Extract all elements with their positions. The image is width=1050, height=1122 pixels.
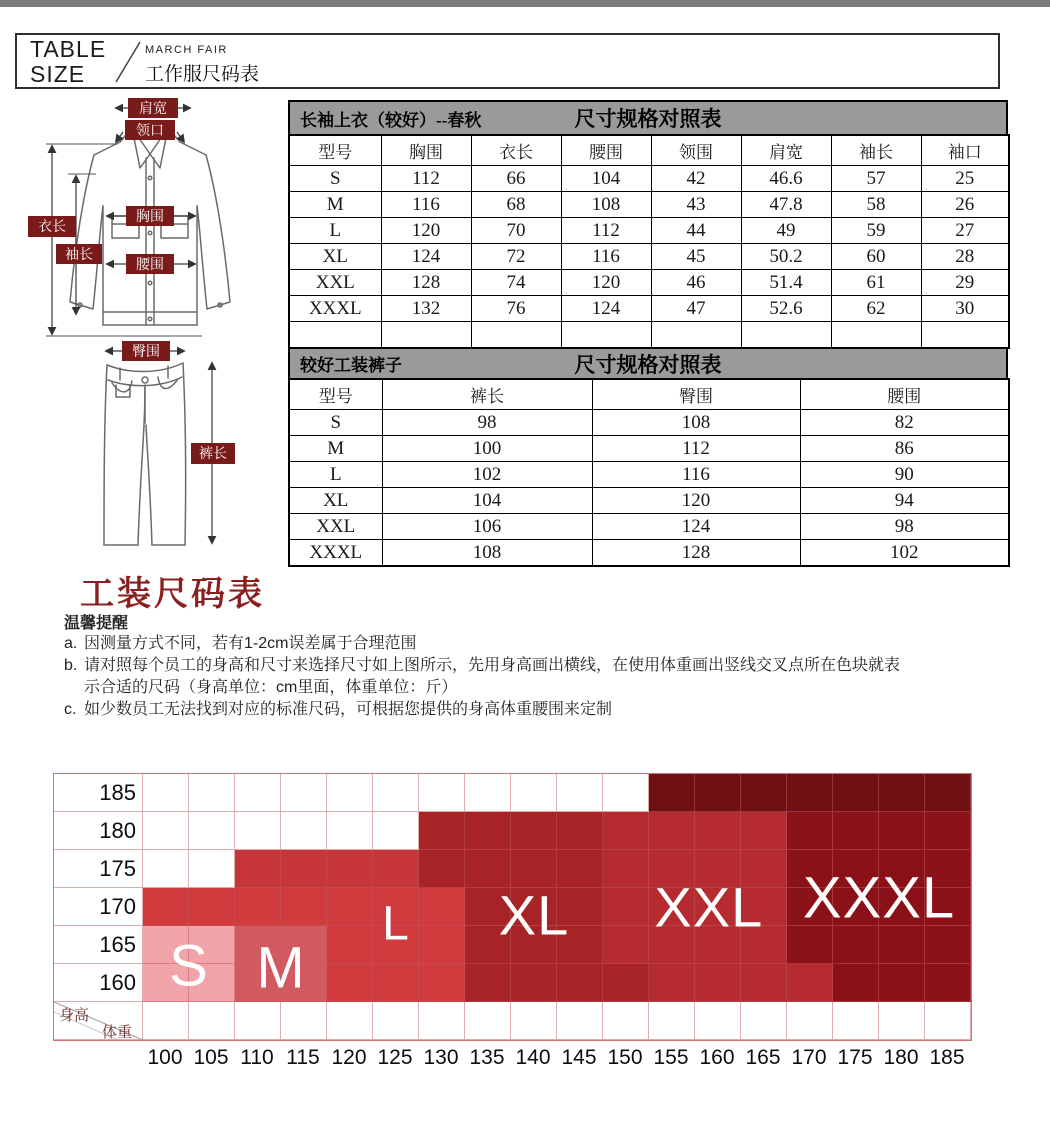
table-cell: XXL <box>289 514 382 540</box>
heatmap-cell <box>787 812 833 850</box>
heatmap-cell <box>833 812 879 850</box>
table-cell: 74 <box>471 270 561 296</box>
table-cell: 120 <box>561 270 651 296</box>
heatmap-cell <box>695 774 741 812</box>
table-cell: 46 <box>651 270 741 296</box>
heatmap-x-axis <box>53 1046 970 1074</box>
heatmap-cell <box>189 774 235 812</box>
heatmap-cell <box>557 774 603 812</box>
heatmap-cell <box>419 774 465 812</box>
table-cell: 128 <box>381 270 471 296</box>
heatmap-cell <box>373 964 419 1002</box>
heatmap-cell <box>143 812 189 850</box>
table-cell: 120 <box>592 488 800 514</box>
table-cell: 28 <box>921 244 1009 270</box>
heatmap-cell <box>281 812 327 850</box>
table-cell: 72 <box>471 244 561 270</box>
notice-notes <box>64 633 914 721</box>
body-length-label: 衣长 <box>38 218 66 234</box>
table-cell: 66 <box>471 166 561 192</box>
pants-table <box>288 378 1010 567</box>
grid-cell <box>281 1002 327 1040</box>
note-prefix: c. <box>64 701 77 718</box>
size-region-label: M <box>256 935 306 1001</box>
heatmap-cell <box>925 812 971 850</box>
heatmap-cell <box>511 774 557 812</box>
table-cell: 112 <box>561 218 651 244</box>
heatmap-cell <box>879 812 925 850</box>
heatmap-cell <box>189 812 235 850</box>
header-tagline: MARCH FAIR <box>145 44 228 56</box>
table-row <box>289 514 1009 540</box>
heatmap-cell <box>419 850 465 888</box>
slash-divider <box>112 40 146 84</box>
heatmap-cell <box>189 888 235 926</box>
size-region-label: L <box>382 897 410 951</box>
tops-table-caption <box>288 100 1008 134</box>
heatmap-cell <box>603 850 649 888</box>
table-cell: 124 <box>381 244 471 270</box>
table-cell: S <box>289 166 381 192</box>
table-cell: 51.4 <box>741 270 831 296</box>
x-axis-tick: 185 <box>929 1046 965 1069</box>
table-cell: 58 <box>831 192 921 218</box>
table-row <box>289 244 1009 270</box>
y-axis-tick: 185 <box>99 780 136 805</box>
col-header: 腰围 <box>800 379 1009 410</box>
table-cell: 27 <box>921 218 1009 244</box>
grid-cell <box>649 1002 695 1040</box>
notice-note <box>64 699 914 721</box>
x-axis-tick: 120 <box>331 1046 367 1069</box>
col-header: 型号 <box>289 135 381 166</box>
note-text: 如少数员工无法找到对应的标准尺码，可根据您提供的身高体重腰围来定制 <box>84 701 613 718</box>
table-cell: 102 <box>382 462 592 488</box>
table-cell: 116 <box>561 244 651 270</box>
table-cell: 50.2 <box>741 244 831 270</box>
table-cell: 43 <box>651 192 741 218</box>
x-axis-tick: 155 <box>653 1046 689 1069</box>
table-cell: L <box>289 218 381 244</box>
heatmap-cell <box>925 774 971 812</box>
col-header: 袖口 <box>921 135 1009 166</box>
table-cell: 26 <box>921 192 1009 218</box>
heatmap-cell <box>235 774 281 812</box>
header-subtitle: 工作服尺码表 <box>145 64 260 85</box>
table-cell <box>561 322 651 349</box>
heatmap-cell <box>833 926 879 964</box>
heatmap-cell <box>373 812 419 850</box>
pants-length-label: 裤长 <box>199 445 227 461</box>
grid-cell <box>511 1002 557 1040</box>
table-row <box>289 218 1009 244</box>
collar-label: 领口 <box>136 122 164 138</box>
heatmap-cell <box>603 926 649 964</box>
table-cell: 46.6 <box>741 166 831 192</box>
x-axis-tick: 135 <box>469 1046 505 1069</box>
x-axis-tick: 115 <box>286 1046 320 1069</box>
heatmap-cell <box>189 850 235 888</box>
grid-cell <box>879 1002 925 1040</box>
heatmap-cell <box>925 926 971 964</box>
table-cell: 52.6 <box>741 296 831 322</box>
grid-cell <box>695 1002 741 1040</box>
heatmap-cell <box>235 888 281 926</box>
table-cell <box>921 322 1009 349</box>
heatmap-cell <box>649 774 695 812</box>
size-region-label: S <box>169 933 209 999</box>
heatmap-cell <box>281 850 327 888</box>
heatmap-cell <box>465 964 511 1002</box>
heatmap-cell <box>373 774 419 812</box>
col-header: 衣长 <box>471 135 561 166</box>
heatmap-cell <box>235 812 281 850</box>
table-cell: 59 <box>831 218 921 244</box>
sleeve-length-label: 袖长 <box>65 246 93 262</box>
table-cell: 120 <box>381 218 471 244</box>
size-region-label: XL <box>498 883 570 947</box>
shoulder-width-label: 肩宽 <box>139 100 167 116</box>
pants-caption-center: 尺寸规格对照表 <box>574 353 722 377</box>
table-row <box>289 436 1009 462</box>
heatmap-cell <box>695 812 741 850</box>
table-row <box>289 322 1009 349</box>
table-row <box>289 166 1009 192</box>
pants-diagram <box>60 333 280 568</box>
grid-cell <box>189 1002 235 1040</box>
heatmap-cell <box>557 812 603 850</box>
pants-outline <box>104 363 186 545</box>
y-axis-tick: 160 <box>99 970 136 995</box>
table-cell: 82 <box>800 410 1009 436</box>
grid-cell <box>235 1002 281 1040</box>
heatmap-cell <box>557 964 603 1002</box>
x-axis-title: 体重 <box>102 1024 133 1041</box>
grid-cell <box>327 1002 373 1040</box>
heatmap-cell <box>465 812 511 850</box>
table-cell: 68 <box>471 192 561 218</box>
page-top-bar <box>0 0 1050 7</box>
heatmap-cell <box>879 964 925 1002</box>
tops-caption-center: 尺寸规格对照表 <box>574 108 722 131</box>
table-cell: 98 <box>800 514 1009 540</box>
table-cell: 112 <box>592 436 800 462</box>
table-cell: 104 <box>561 166 651 192</box>
table-cell: XL <box>289 244 381 270</box>
x-axis-tick: 105 <box>193 1046 229 1069</box>
grid-cell <box>419 1002 465 1040</box>
heatmap-cell <box>879 774 925 812</box>
notice-title: 温馨提醒 <box>64 615 129 632</box>
note-prefix: b. <box>64 657 78 674</box>
heatmap-cell <box>327 926 373 964</box>
heatmap-cell <box>327 964 373 1002</box>
table-cell: 104 <box>382 488 592 514</box>
x-axis-tick: 180 <box>883 1046 919 1069</box>
table-row <box>289 488 1009 514</box>
table-cell: 49 <box>741 218 831 244</box>
brand-title-bottom: SIZE <box>30 61 86 87</box>
x-axis-tick: 160 <box>699 1046 735 1069</box>
table-header-row <box>289 379 1009 410</box>
heatmap-cell <box>649 964 695 1002</box>
table-cell: 112 <box>381 166 471 192</box>
table-cell: XXXL <box>289 296 381 322</box>
y-axis-tick: 170 <box>99 894 136 919</box>
heatmap-cell <box>787 926 833 964</box>
col-header: 裤长 <box>382 379 592 410</box>
pants-caption-left: 较好工装裤子 <box>300 356 402 375</box>
table-cell: 108 <box>561 192 651 218</box>
x-axis-tick: 150 <box>607 1046 643 1069</box>
table-cell: XXXL <box>289 540 382 567</box>
table-cell: M <box>289 192 381 218</box>
grid-cell <box>603 1002 649 1040</box>
heatmap-cell <box>419 888 465 926</box>
heatmap-cell <box>603 774 649 812</box>
heatmap-cell <box>603 888 649 926</box>
table-cell <box>381 322 471 349</box>
col-header: 腰围 <box>561 135 651 166</box>
table-cell: S <box>289 410 382 436</box>
heatmap-cell <box>741 774 787 812</box>
heatmap-cell <box>327 888 373 926</box>
chest-label: 胸围 <box>136 208 164 224</box>
grid-cell <box>741 1002 787 1040</box>
grid-cell <box>143 1002 189 1040</box>
y-axis-tick: 165 <box>99 932 136 957</box>
table-cell: 45 <box>651 244 741 270</box>
x-axis-tick: 175 <box>837 1046 873 1069</box>
x-axis-tick: 100 <box>147 1046 183 1069</box>
table-row <box>289 410 1009 436</box>
section-title: 工装尺码表 <box>80 575 265 613</box>
col-header: 胸围 <box>381 135 471 166</box>
heatmap-cell <box>143 850 189 888</box>
table-cell: 128 <box>592 540 800 567</box>
heatmap-cell <box>419 812 465 850</box>
heatmap-cell <box>695 964 741 1002</box>
col-header: 领围 <box>651 135 741 166</box>
heatmap-cell <box>327 812 373 850</box>
brand-title <box>30 37 106 87</box>
table-cell <box>651 322 741 349</box>
size-region-label: XXXL <box>802 865 956 930</box>
table-cell <box>471 322 561 349</box>
heatmap-cell <box>603 812 649 850</box>
jacket-diagram <box>20 88 280 346</box>
table-cell <box>741 322 831 349</box>
hip-label: 臀围 <box>132 343 160 359</box>
table-cell: 70 <box>471 218 561 244</box>
heatmap-cell <box>787 964 833 1002</box>
heatmap-cell <box>419 926 465 964</box>
heatmap-cell <box>235 850 281 888</box>
table-cell: 30 <box>921 296 1009 322</box>
heatmap-cell <box>327 774 373 812</box>
tops-caption-left: 长袖上衣（较好）--春秋 <box>300 110 482 130</box>
notice-note <box>64 633 914 655</box>
x-axis-tick: 130 <box>423 1046 459 1069</box>
heatmap-cell <box>925 964 971 1002</box>
table-cell: 61 <box>831 270 921 296</box>
pants-measure-labels <box>122 341 235 464</box>
heatmap-cell <box>373 850 419 888</box>
note-text: 请对照每个员工的身高和尺寸来选择尺寸如上图所示，先用身高画出横线，在使用体重画出竖线交叉点所在色块就表示合适的尺码（身高单位：cm里面，体重单位：斤） <box>84 657 901 696</box>
note-prefix: a. <box>64 635 78 652</box>
heatmap-cell <box>419 964 465 1002</box>
heatmap-cell <box>603 964 649 1002</box>
table-cell: 108 <box>592 410 800 436</box>
tops-size-table <box>288 100 1008 349</box>
heatmap-cell <box>465 774 511 812</box>
note-text: 因测量方式不同，若有1-2cm误差属于合理范围 <box>84 635 417 652</box>
table-cell: 44 <box>651 218 741 244</box>
heatmap-cell <box>281 774 327 812</box>
y-axis-tick: 175 <box>99 856 136 881</box>
heatmap-cell <box>143 774 189 812</box>
header-box <box>15 33 1000 89</box>
table-cell: 116 <box>592 462 800 488</box>
heatmap-cell <box>833 774 879 812</box>
jacket-outline <box>70 128 230 325</box>
table-row <box>289 270 1009 296</box>
table-cell: L <box>289 462 382 488</box>
grid-cell <box>465 1002 511 1040</box>
table-cell: 29 <box>921 270 1009 296</box>
table-cell: 98 <box>382 410 592 436</box>
x-axis-tick: 140 <box>515 1046 551 1069</box>
table-cell: 62 <box>831 296 921 322</box>
table-cell: 100 <box>382 436 592 462</box>
heatmap-cell <box>511 812 557 850</box>
table-cell: 132 <box>381 296 471 322</box>
table-cell: 60 <box>831 244 921 270</box>
table-cell: XL <box>289 488 382 514</box>
x-axis-tick: 145 <box>561 1046 597 1069</box>
x-axis-tick: 165 <box>745 1046 781 1069</box>
table-cell: 124 <box>592 514 800 540</box>
table-row <box>289 192 1009 218</box>
heatmap-cell <box>511 964 557 1002</box>
heatmap-cell <box>741 964 787 1002</box>
size-heatmap <box>53 773 972 1041</box>
grid-cell <box>787 1002 833 1040</box>
brand-title-top: TABLE <box>30 36 107 62</box>
table-cell: 106 <box>382 514 592 540</box>
table-cell: 76 <box>471 296 561 322</box>
table-cell: 124 <box>561 296 651 322</box>
table-cell: 108 <box>382 540 592 567</box>
grid-cell <box>373 1002 419 1040</box>
waist-label: 腰围 <box>136 256 164 272</box>
x-axis-tick: 110 <box>240 1046 274 1069</box>
col-header: 型号 <box>289 379 382 410</box>
pants-table-caption <box>288 347 1008 378</box>
tops-table <box>288 134 1010 349</box>
x-axis-tick: 170 <box>791 1046 827 1069</box>
table-cell <box>289 322 381 349</box>
table-row <box>289 296 1009 322</box>
table-row <box>289 462 1009 488</box>
table-row <box>289 540 1009 567</box>
grid-cell <box>833 1002 879 1040</box>
table-cell: 116 <box>381 192 471 218</box>
heatmap-cell <box>787 774 833 812</box>
col-header: 袖长 <box>831 135 921 166</box>
table-cell: 102 <box>800 540 1009 567</box>
heatmap-cell <box>327 850 373 888</box>
table-cell: 57 <box>831 166 921 192</box>
table-cell: 86 <box>800 436 1009 462</box>
y-axis-title: 身高 <box>59 1007 90 1024</box>
y-axis-tick: 180 <box>99 818 136 843</box>
table-cell <box>831 322 921 349</box>
table-cell: 47 <box>651 296 741 322</box>
notice-note <box>64 655 914 699</box>
heatmap-cell <box>281 888 327 926</box>
col-header: 肩宽 <box>741 135 831 166</box>
heatmap-cell <box>143 888 189 926</box>
table-cell: M <box>289 436 382 462</box>
heatmap-cell <box>741 812 787 850</box>
heatmap-cell <box>649 812 695 850</box>
heatmap-cell <box>879 926 925 964</box>
table-cell: 90 <box>800 462 1009 488</box>
heatmap-cell <box>833 964 879 1002</box>
col-header: 臀围 <box>592 379 800 410</box>
grid-cell <box>925 1002 971 1040</box>
size-region-label: XXL <box>654 875 764 939</box>
table-cell: 25 <box>921 166 1009 192</box>
table-cell: 47.8 <box>741 192 831 218</box>
table-header-row <box>289 135 1009 166</box>
table-cell: XXL <box>289 270 381 296</box>
table-cell: 94 <box>800 488 1009 514</box>
table-cell: 42 <box>651 166 741 192</box>
pants-size-table <box>288 347 1008 567</box>
x-axis-tick: 125 <box>377 1046 413 1069</box>
grid-cell <box>557 1002 603 1040</box>
